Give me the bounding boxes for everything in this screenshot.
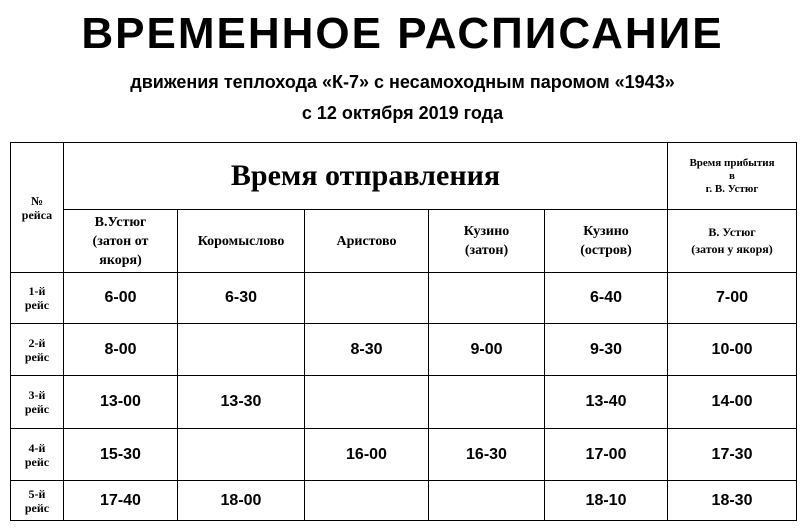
time-cell: 17-00 — [545, 429, 668, 481]
arrival-cell: 18-30 — [668, 481, 797, 521]
time-cell — [429, 481, 545, 521]
stop-header-kuzino-zaton: Кузино (затон) — [429, 210, 545, 273]
trip-number: 5-й рейс — [11, 481, 64, 521]
time-cell — [429, 376, 545, 429]
time-cell — [178, 429, 305, 481]
time-cell: 13-00 — [64, 376, 178, 429]
arrival-cell: 14-00 — [668, 376, 797, 429]
trip-number: 1-й рейс — [11, 273, 64, 324]
time-cell: 18-00 — [178, 481, 305, 521]
header-row-stops — [11, 210, 797, 273]
time-cell — [305, 481, 429, 521]
page-subtitle: движения теплохода «К-7» с несамоходным паромом «1943» — [130, 72, 675, 92]
time-cell — [429, 273, 545, 324]
time-cell: 15-30 — [64, 429, 178, 481]
trip-number: 4-й рейс — [11, 429, 64, 481]
table-row — [11, 481, 797, 521]
stop-header-koromyslovo: Коромыслово — [178, 210, 305, 273]
page-title: ВРЕМЕННОЕ РАСПИСАНИЕ — [81, 9, 724, 58]
table-row — [11, 376, 797, 429]
time-cell — [305, 376, 429, 429]
schedule-table — [10, 142, 797, 521]
time-cell: 8-00 — [64, 324, 178, 376]
trip-number-header: № рейса — [11, 143, 64, 273]
arrival-cell: 17-30 — [668, 429, 797, 481]
time-cell: 13-40 — [545, 376, 668, 429]
table-row — [11, 273, 797, 324]
time-cell: 9-30 — [545, 324, 668, 376]
time-cell: 8-30 — [305, 324, 429, 376]
time-cell — [178, 324, 305, 376]
arrival-cell: 10-00 — [668, 324, 797, 376]
departure-time-header: Время отправления — [64, 143, 668, 210]
stop-header-arrival-v-ustyug: В. Устюг (затон у якоря) — [668, 210, 797, 273]
arrival-time-header: Время прибытия в г. В. Устюг — [668, 143, 797, 210]
time-cell: 6-30 — [178, 273, 305, 324]
time-cell: 16-30 — [429, 429, 545, 481]
effective-date: с 12 октября 2019 года — [301, 103, 504, 123]
header-row-main — [11, 143, 797, 210]
trip-number: 2-й рейс — [11, 324, 64, 376]
arrival-cell: 7-00 — [668, 273, 797, 324]
time-cell: 6-40 — [545, 273, 668, 324]
table-row — [11, 429, 797, 481]
time-cell: 9-00 — [429, 324, 545, 376]
time-cell: 16-00 — [305, 429, 429, 481]
time-cell: 6-00 — [64, 273, 178, 324]
time-cell: 18-10 — [545, 481, 668, 521]
time-cell: 17-40 — [64, 481, 178, 521]
time-cell: 13-30 — [178, 376, 305, 429]
stop-header-kuzino-ostrov: Кузино (остров) — [545, 210, 668, 273]
stop-header-aristovo: Аристово — [305, 210, 429, 273]
table-row — [11, 324, 797, 376]
time-cell — [305, 273, 429, 324]
trip-number: 3-й рейс — [11, 376, 64, 429]
stop-header-v-ustyug: В.Устюг (затон от якоря) — [64, 210, 178, 273]
